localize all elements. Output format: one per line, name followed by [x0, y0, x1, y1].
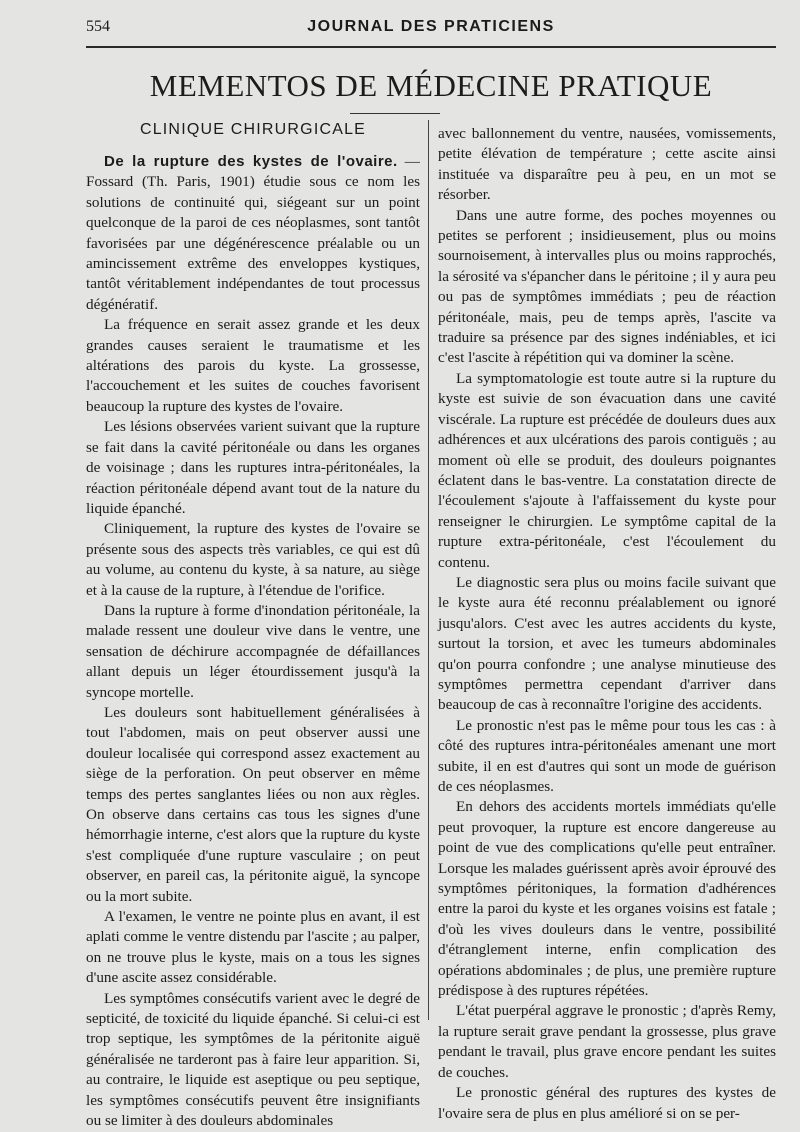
- body-paragraph: Les symptômes consécutifs varient avec le degré de septicité, de toxicité du liquide épanché. Si celui-ci est trop septique, les symptômes de la péritonite aiguë généralisée ne tarderont pas à faire leur apparition. Si, au contraire, le liquide est aseptique ou peu septique, les symptômes consécutifs peuvent être insignifiants ou se limiter à des douleurs abdominales: [86, 989, 420, 1130]
- left-column: [86, 120, 420, 1132]
- body-paragraph: Dans une autre forme, des poches moyennes ou petites se perforent ; insidieusement, plus ou moins sournoisement, à intervalles plus ou moins rapprochés, la sérosité va s'épancher dans le péritoine ; il y aura peu ou pas de symptômes immédiats ; peu de réaction péritonéale, mais, peu de temps après, l'ascite va traduire sa présence par des signes indéniables, et ici c'est l'ascite à répétition qui va dominer la scène.: [438, 206, 776, 367]
- title-rule: [350, 113, 440, 114]
- header-rule: [86, 46, 776, 48]
- running-title: JOURNAL DES PRATICIENS: [307, 18, 555, 35]
- right-column: [438, 124, 776, 1124]
- body-paragraph: Le pronostic n'est pas le même pour tous les cas : à côté des ruptures intra-péritonéales amenant une mort subite, il en est d'autres qui sont un mode de guérison de ces néoplasmes.: [438, 716, 776, 795]
- article-title: De la rupture des kystes de l'ovaire.: [104, 153, 398, 170]
- article-lead-text: — Fossard (Th. Paris, 1901) étudie sous ce nom les solutions de continuité qui, siégeant sur un point quelconque de la paroi de ces néoplasmes, sont tantôt favorisées par une dégénérescence préalable ou un amincissement extrême des enveloppes kystiques, tantôt véritablement indépendantes de tout processus dégénératif.: [86, 153, 420, 313]
- body-paragraph: Dans la rupture à forme d'inondation péritonéale, la malade ressent une douleur vive dans le ventre, une sensation de déchirure accompagnée de défaillances allant depuis un léger étourdissement jusqu'à la syncope mortelle.: [86, 601, 420, 701]
- body-paragraph: Les douleurs sont habituellement généralisées à tout l'abdomen, mais on peut observer aussi une douleur localisée qui correspond assez exactement au siège de la perforation. On peut observer en même temps des pertes sanglantes liées ou non aux règles. On observe dans certains cas tous les signes d'une hémorrhagie interne, c'est alors que la rupture du kyste s'est compliquée d'une rupture vasculaire ; on peut observer, en pareil cas, la péritonite aiguë, la syncope ou la mort subite.: [86, 703, 420, 905]
- body-paragraph: Cliniquement, la rupture des kystes de l'ovaire se présente sous des aspects très variables, ce qui est dû au volume, au contenu du kyste, à sa nature, au siège et à la cause de la rupture, à l'étendue de l'orifice.: [86, 520, 420, 599]
- body-paragraph-continued: avec ballonnement du ventre, nausées, vomissements, petite élévation de température ; cette ascite ainsi instituée va disparaître peu à peu, en un mot se résorber.: [438, 125, 776, 204]
- body-paragraph: L'état puerpéral aggrave le pronostic ; d'après Remy, la rupture serait grave pendant la grossesse, plus grave pendant le travail, plus grave encore pendant les suites de couches.: [438, 1002, 776, 1081]
- body-paragraph: La symptomatologie est toute autre si la rupture du kyste est suivie de son évacuation dans une cavité viscérale. La rupture est précédée de douleurs dues aux adhérences et aux ulcérations des parois contiguës ; au moment où elle se produit, des douleurs poignantes éclatent dans le bas-ventre. La constatation directe de l'écoulement s'ajoute à l'affaissement du kyste pour renseigner le chirurgien. Le symptôme capital de la rupture extra-péritonéale, c'est l'écoulement du contenu.: [438, 369, 776, 571]
- rubric-heading: CLINIQUE CHIRURGICALE: [139, 121, 367, 138]
- article-lead-paragraph: [86, 152, 420, 315]
- body-paragraph: La fréquence en serait assez grande et les deux grandes causes seraient le traumatisme et les altérations des parois du kyste. La grossesse, l'accouchement et les suites de couches favorisent beaucoup la rupture des kystes de l'ovaire.: [86, 316, 420, 415]
- page-header: [86, 16, 776, 40]
- body-paragraph: En dehors des accidents mortels immédiats qu'elle peut provoquer, la rupture est encore dangereuse au point de vue des complications qu'elle peut entraîner. Lorsque les malades guérissent après avoir éprouvé des symptômes péritoniques, la formation d'adhérences entre la paroi du kyste et les organes voisins est fatale ; d'où les vives douleurs dans le ventre, possibilité d'étranglement interne, enfin complication des opérations abdominales ; de plus, une première rupture prédispose à des ruptures répétées.: [438, 798, 776, 1000]
- page-number: 554: [86, 18, 110, 35]
- body-paragraph: Les lésions observées varient suivant que la rupture se fait dans la cavité péritonéale ou dans les organes de voisinage ; dans les ruptures intra-péritonéales, la réaction péritonéale dépend avant tout de la nature du liquide épanché.: [86, 418, 420, 517]
- body-paragraph: Le pronostic général des ruptures des kystes de l'ovaire sera de plus en plus amélioré si on se per-: [438, 1084, 776, 1122]
- body-paragraph: A l'examen, le ventre ne pointe plus en avant, il est aplati comme le ventre distendu par l'ascite ; au palper, on ne trouve plus le kyste, mais on a tous les signes d'une ascite assez considérable.: [86, 908, 420, 987]
- section-title: MEMENTOS DE MÉDECINE PRATIQUE: [149, 68, 713, 103]
- body-paragraph: Le diagnostic sera plus ou moins facile suivant que le kyste aura été reconnu préalablement ou ignoré jusqu'alors. C'est avec les autres accidents du kyste, surtout la torsion, et avec les tumeurs abdominales qu'on pourra confondre ; une analyse minutieuse des symptômes permettra cependant d'arriver dans beaucoup de cas à reconnaître l'origine des accidents.: [438, 573, 776, 714]
- column-divider: [428, 120, 429, 1020]
